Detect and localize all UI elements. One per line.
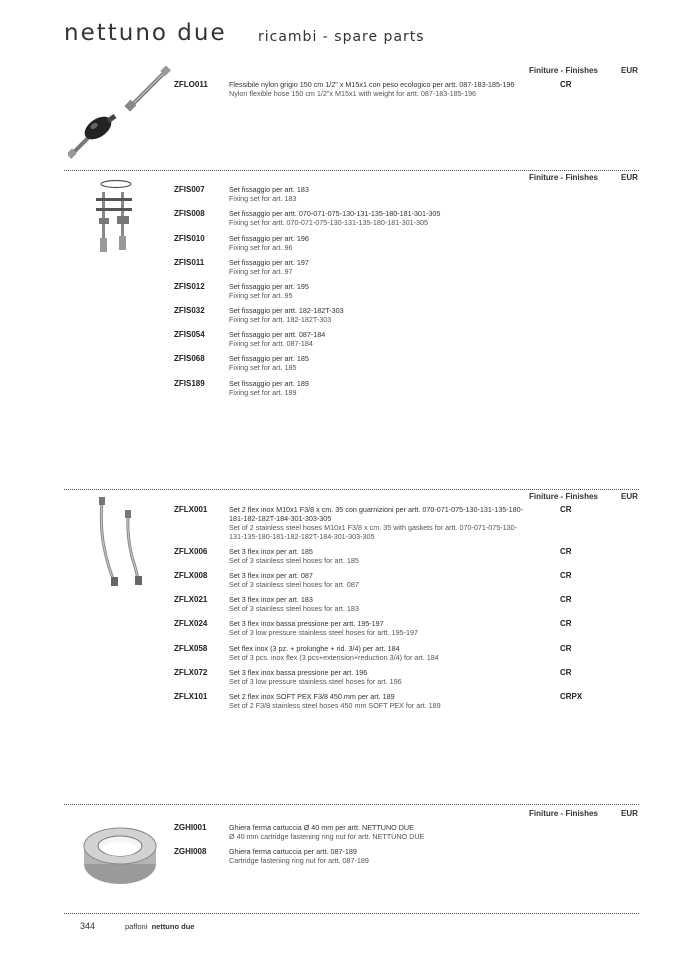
product-code: ZFIS054 <box>174 330 205 339</box>
product-description <box>229 209 529 227</box>
section-divider <box>64 804 639 805</box>
product-code: ZFIS189 <box>174 379 205 388</box>
description-en: Set of 3 stainless steel hoses for art. 185 <box>229 556 359 565</box>
description-it: Set fissaggio per art. 183 <box>229 185 309 194</box>
product-description <box>229 379 529 397</box>
product-code: ZFIS012 <box>174 282 205 291</box>
product-code: ZFLX001 <box>174 505 208 514</box>
catalog-title: nettuno due <box>64 20 227 46</box>
product-description <box>229 847 529 865</box>
product-description <box>229 668 529 686</box>
description-it: Set fissaggio per art. 197 <box>229 258 309 267</box>
product-description <box>229 306 529 324</box>
catalog-subtitle: ricambi - spare parts <box>258 29 425 45</box>
description-it: Flessibile nylon grigio 150 cm 1/2" x M15x1 con peso ecologico per artt. 087-183-185-196 <box>229 80 515 89</box>
description-it: Set 3 flex inox bassa pressione per artt. 195-197 <box>229 619 384 628</box>
eur-header: EUR <box>621 173 638 182</box>
product-code: ZFIS008 <box>174 209 205 218</box>
eur-header: EUR <box>621 66 638 75</box>
finishes-header: Finiture - Finishes <box>529 173 598 182</box>
product-code: ZFLO011 <box>174 80 208 89</box>
product-description <box>229 234 529 252</box>
eur-header: EUR <box>621 492 638 501</box>
product-code: ZFIS007 <box>174 185 205 194</box>
product-description <box>229 547 529 565</box>
eur-header: EUR <box>621 809 638 818</box>
section-divider <box>64 170 639 171</box>
description-en: Set of 3 pcs. inox flex (3 pcs+extension+reduction 3/4) for art. 184 <box>229 653 439 662</box>
description-it: Set fissaggio per art. 185 <box>229 354 309 363</box>
section-hose <box>64 66 639 161</box>
product-finish: CR <box>560 505 572 514</box>
description-it: Set fissaggio per artt. 087-184 <box>229 330 326 339</box>
description-en: Fixing set for art. 185 <box>229 363 297 372</box>
ring-nut-image <box>80 824 160 888</box>
product-code: ZFLX008 <box>174 571 208 580</box>
product-code: ZFLX101 <box>174 692 208 701</box>
product-finish: CR <box>560 644 572 653</box>
product-description <box>229 354 529 372</box>
description-it: Set fissaggio per artt. 182-182T-303 <box>229 306 344 315</box>
description-en: Fixing set for artt. 070-071-075-130-131-135-180-181-301-305 <box>229 218 428 227</box>
finishes-header: Finiture - Finishes <box>529 492 598 501</box>
product-description <box>229 644 529 662</box>
description-it: Set fissaggio per art. 196 <box>229 234 309 243</box>
description-en: Fixing set for artt. 182-182T-303 <box>229 315 332 324</box>
finishes-header: Finiture - Finishes <box>529 809 598 818</box>
product-code: ZFLX072 <box>174 668 208 677</box>
description-it: Set 3 flex inox per art. 087 <box>229 571 313 580</box>
product-description <box>229 505 529 541</box>
description-en: Set of 2 F3/8 stainless steel hoses 450 mm SOFT PEX for art. 189 <box>229 701 441 710</box>
description-en: Fixing set for artt. 087-184 <box>229 339 313 348</box>
product-code: ZFLX058 <box>174 644 208 653</box>
product-description <box>229 258 529 276</box>
product-description <box>229 282 529 300</box>
product-description <box>229 185 529 203</box>
footer-divider <box>64 913 639 914</box>
product-finish: CRPX <box>560 692 583 701</box>
product-finish: CR <box>560 547 572 556</box>
description-en: Fixing set for art. 97 <box>229 267 293 276</box>
product-finish: CR <box>560 595 572 604</box>
product-finish: CR <box>560 619 572 628</box>
description-en: Set of 3 stainless steel hoses for art. 183 <box>229 604 359 613</box>
product-code: ZFLX024 <box>174 619 208 628</box>
description-en: Set of 3 low pressure stainless steel hoses for art. 196 <box>229 677 402 686</box>
description-en: Fixing set for art. 183 <box>229 194 297 203</box>
description-it: Set 3 flex inox per art. 183 <box>229 595 313 604</box>
section-ring-nut <box>64 804 639 894</box>
product-finish: CR <box>560 80 572 89</box>
description-en: Fixing set for art. 189 <box>229 388 297 397</box>
section-flex-hoses <box>64 489 639 719</box>
description-en: Set of 2 stainless steel hoses M10x1 F3/8 x cm. 35 with gaskets for artt. 070-071-075-130-131-135-180-181-182-182T-184-301-303-305 <box>229 523 518 541</box>
product-code: ZFIS032 <box>174 306 205 315</box>
fixing-set-image <box>94 178 139 260</box>
product-finish: CR <box>560 668 572 677</box>
description-it: Set 2 flex inox M10x1 F3/8 x cm. 35 con guarnizioni per artt. 070-071-075-130-131-135-180-181-182-182T-184-301-303-305 <box>229 505 524 523</box>
footer-brand <box>125 922 194 931</box>
section-fixing-sets <box>64 170 639 410</box>
description-en: Nylon flexible hose 150 cm 1/2"x M15x1 with weight for artt. 087-183-185-196 <box>229 89 477 98</box>
footer-brand-name: nettuno due <box>151 922 195 931</box>
product-code: ZFLX021 <box>174 595 208 604</box>
description-en: Cartridge fastening ring nut for artt. 087-189 <box>229 856 369 865</box>
product-code: ZFIS068 <box>174 354 205 363</box>
product-description <box>229 692 529 710</box>
description-it: Set flex inox (3 pz. + prolunghe + rid. 3/4) per art. 184 <box>229 644 400 653</box>
product-description <box>229 80 529 98</box>
product-code: ZFIS010 <box>174 234 205 243</box>
product-code: ZFIS011 <box>174 258 205 267</box>
page-number: 344 <box>80 921 96 931</box>
hose-image <box>68 66 173 161</box>
description-it: Ghiera ferma cartuccia Ø 40 mm per artt. NETTUNO DUE <box>229 823 414 832</box>
description-it: Set fissaggio per artt. 070-071-075-130-131-135-180-181-301-305 <box>229 209 441 218</box>
description-it: Set 3 flex inox per art. 185 <box>229 547 313 556</box>
description-it: Set fissaggio per art. 189 <box>229 379 309 388</box>
description-en: Set of 3 low pressure stainless steel hoses for artt. 195-197 <box>229 628 418 637</box>
description-en: Set of 3 stainless steel hoses for art. 087 <box>229 580 359 589</box>
footer-brand-prefix: paffoni <box>125 922 148 931</box>
product-description <box>229 595 529 613</box>
product-finish: CR <box>560 571 572 580</box>
product-description <box>229 619 529 637</box>
flex-hose-image <box>94 497 144 587</box>
product-code: ZGHI001 <box>174 823 207 832</box>
description-it: Set 3 flex inox bassa pressione per art. 196 <box>229 668 368 677</box>
description-it: Ghiera ferma cartuccia per artt. 087-189 <box>229 847 357 856</box>
finishes-header: Finiture - Finishes <box>529 66 598 75</box>
description-en: Fixing set for art. 96 <box>229 243 293 252</box>
product-description <box>229 330 529 348</box>
description-it: Set 2 flex inox SOFT PEX F3/8 450 mm per art. 189 <box>229 692 395 701</box>
product-description <box>229 823 529 841</box>
description-en: Fixing set for art. 95 <box>229 291 293 300</box>
product-code: ZFLX006 <box>174 547 208 556</box>
description-en: Ø 40 mm cartridge fastening ring nut for artt. NETTUNO DUE <box>229 832 425 841</box>
product-code: ZGHI008 <box>174 847 207 856</box>
product-description <box>229 571 529 589</box>
section-divider <box>64 489 639 490</box>
description-it: Set fissaggio per art. 195 <box>229 282 309 291</box>
